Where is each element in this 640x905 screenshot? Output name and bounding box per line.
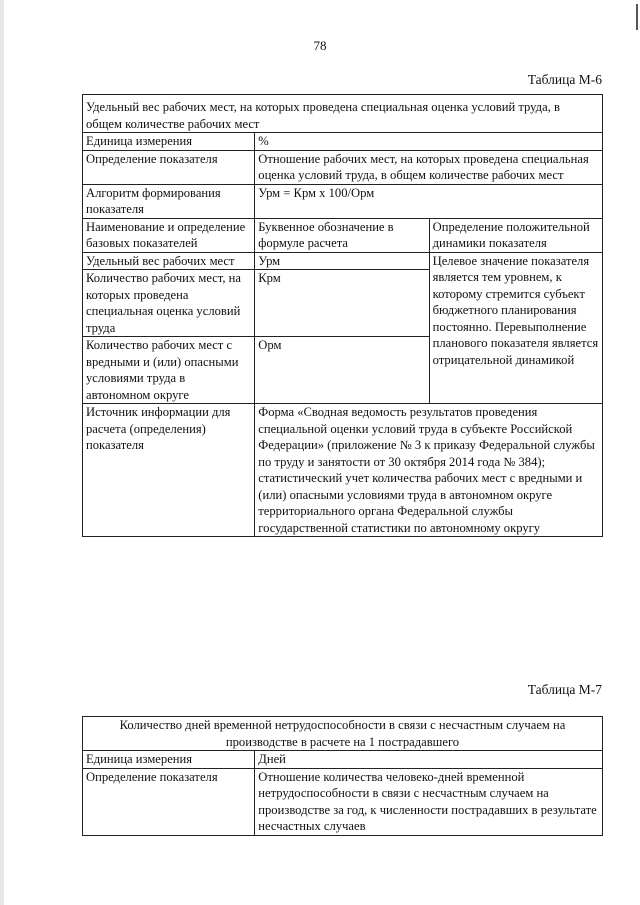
definition-label: Определение показателя — [83, 768, 255, 835]
base-row-symbol: Урм — [255, 252, 429, 270]
base-row-symbol: Орм — [255, 337, 429, 404]
table-m6-definition-row — [83, 150, 603, 184]
scan-edge — [0, 0, 4, 905]
definition-value: Отношение количества человеко-дней временной нетрудоспособности в связи с несчастным случаем на производстве за год, к численности пострадавших в результате несчастных случаев — [255, 768, 603, 835]
base-row-symbol: Крм — [255, 270, 429, 337]
table-m6-caption: Таблица М-6 — [527, 72, 602, 87]
table-m7-unit-row — [83, 751, 603, 769]
table-m6-unit-row — [83, 133, 603, 151]
base-row-name: Количество рабочих мест с вредными и (или) опасными условиями труда в автономном округе — [83, 337, 255, 404]
base-name-header: Наименование и определение базовых показателей — [83, 218, 255, 252]
unit-value: Дней — [255, 751, 603, 769]
table-m6-base-header-row — [83, 218, 603, 252]
table-m6-title-row — [83, 95, 603, 133]
unit-label: Единица измерения — [83, 133, 255, 151]
source-label: Источник информации для расчета (определения) показателя — [83, 404, 255, 537]
table-m6 — [82, 94, 603, 537]
base-dynamics-header: Определение положительной динамики показателя — [429, 218, 602, 252]
table-m6-algorithm-row — [83, 184, 603, 218]
table-m6-title: Удельный вес рабочих мест, на которых проведена специальная оценка условий труда, в общем количестве рабочих мест — [83, 95, 603, 133]
unit-label: Единица измерения — [83, 751, 255, 769]
definition-label: Определение показателя — [83, 150, 255, 184]
unit-value: % — [255, 133, 603, 151]
table-m6-source-row — [83, 404, 603, 537]
table-row — [83, 252, 603, 270]
dynamics-text: Целевое значение показателя является тем уровнем, к которому стремится субъект бюджетного планирования постоянно. Перевыполнение планового показателя является отрицательной динамикой — [429, 252, 602, 404]
table-m7-definition-row — [83, 768, 603, 835]
source-value: Форма «Сводная ведомость результатов проведения специальной оценки условий труда в субъекте Российской Федерации» (приложение № 3 к приказу Федеральной службы по труду и занятости от 30 октября 2014 года № 384); статистический учет количества рабочих мест с вредными и (или) опасными условиями труда в автономном округе территориального органа Федеральной службы государственной статистики по автономному округу — [255, 404, 603, 537]
scan-mark — [636, 4, 638, 30]
page-number: 78 — [313, 38, 327, 53]
definition-value: Отношение рабочих мест, на которых проведена специальная оценка условий труда, в общем количестве рабочих мест — [255, 150, 603, 184]
base-row-name: Количество рабочих мест, на которых проведена специальная оценка условий труда — [83, 270, 255, 337]
algorithm-label: Алгоритм формирования показателя — [83, 184, 255, 218]
base-row-name: Удельный вес рабочих мест — [83, 252, 255, 270]
table-m7 — [82, 716, 603, 836]
table-m7-title-row — [83, 717, 603, 751]
table-m7-caption: Таблица М-7 — [527, 682, 602, 697]
table-m7-title: Количество дней временной нетрудоспособности в связи с несчастным случаем на производстве в расчете на 1 пострадавшего — [83, 717, 603, 751]
base-symbol-header: Буквенное обозначение в формуле расчета — [255, 218, 429, 252]
algorithm-value: Урм = Крм x 100/Орм — [255, 184, 603, 218]
